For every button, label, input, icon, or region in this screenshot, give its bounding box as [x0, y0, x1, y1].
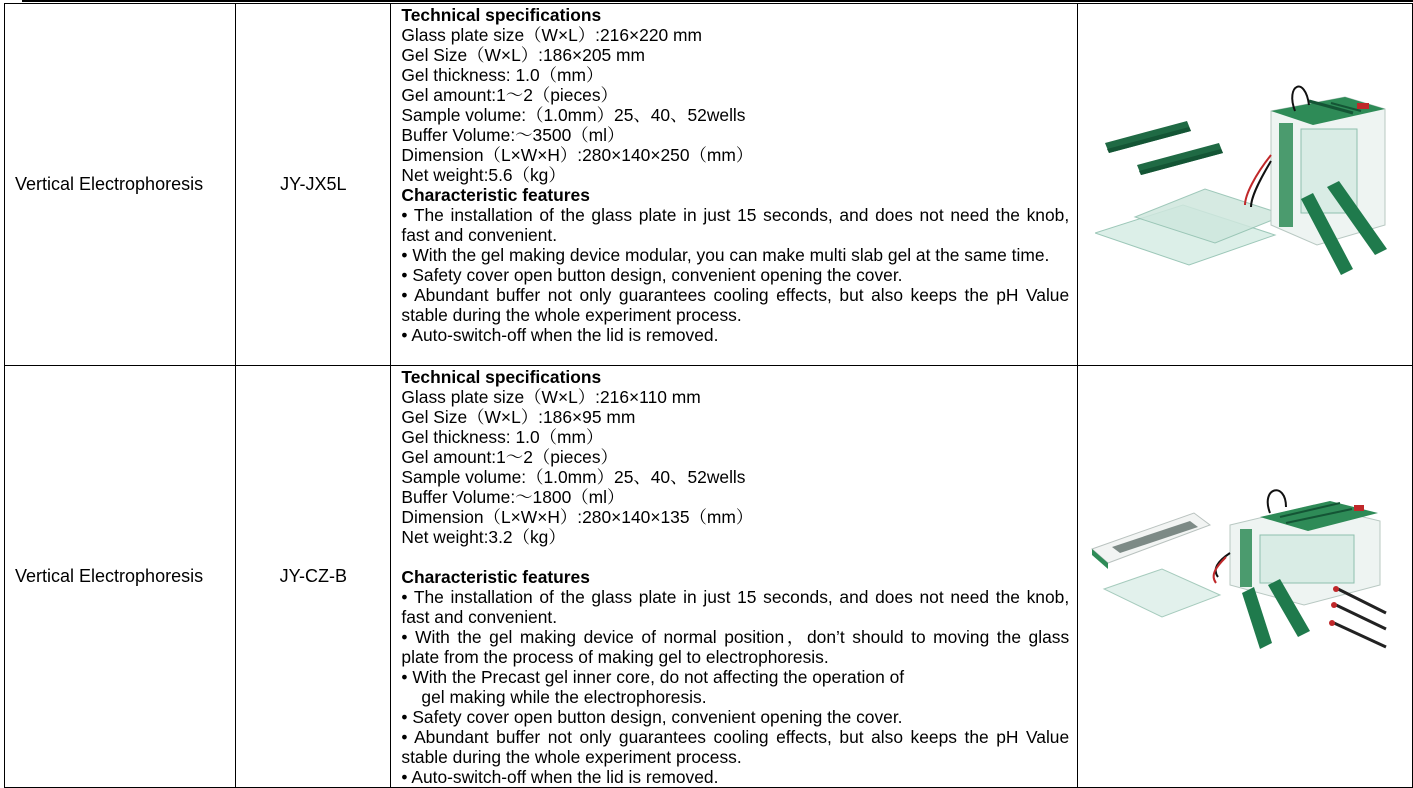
product-table — [4, 3, 1413, 788]
feature-item: • Abundant buffer not only guarantees cooling effects, but also keeps the pH Value stable during the whole experiment process. — [401, 727, 1070, 767]
spec-line: Gel thickness: 1.0（mm） — [401, 427, 604, 447]
feature-item-continuation: gel making while the electrophoresis. — [421, 687, 707, 707]
feature-item: • Safety cover open button design, convenient opening the cover. — [401, 265, 903, 285]
feature-item: • With the gel making device of normal position，don’t should to moving the glass plate from the process of making gel to electrophoresis. — [401, 627, 1070, 667]
feature-item: • With the gel making device modular, you can make multi slab gel at the same time. — [401, 245, 1050, 265]
spec-line: Gel Size（W×L）:186×205 mm — [401, 45, 645, 65]
spec-line: Buffer Volume:～1800（ml） — [401, 487, 625, 507]
feature-item: • Safety cover open button design, convenient opening the cover. — [401, 707, 903, 727]
feature-item: • Abundant buffer not only guarantees cooling effects, but also keeps the pH Value stable during the whole experiment process. — [401, 285, 1070, 325]
spec-line: Sample volume:（1.0mm）25、40、52wells — [401, 105, 746, 125]
glass-plate-icon — [1104, 569, 1220, 617]
spec-line: Dimension（L×W×H）:280×140×135（mm） — [401, 507, 754, 527]
top-rule — [22, 0, 1413, 2]
spec-line: Glass plate size（W×L）:216×220 mm — [401, 25, 703, 45]
glass-plate-icon — [1095, 189, 1285, 265]
table-row — [5, 366, 1413, 788]
electrophoresis-tank-image — [1095, 65, 1395, 305]
features-heading: Characteristic features — [401, 567, 590, 587]
spec-line: Buffer Volume:～3500（ml） — [401, 125, 625, 145]
product-name-cell: Vertical Electrophoresis — [5, 4, 236, 366]
spec-line: Net weight:5.6（kg） — [401, 165, 566, 185]
features-heading: Characteristic features — [401, 185, 590, 205]
spec-heading: Technical specifications — [401, 367, 602, 387]
spec-line: Gel amount:1～2（pieces） — [401, 85, 618, 105]
spacer — [401, 547, 1069, 567]
table-row — [5, 4, 1413, 366]
feature-item: • Auto-switch-off when the lid is removed. — [401, 325, 719, 345]
product-image-cell — [1078, 366, 1413, 788]
casting-tray-icon — [1092, 513, 1210, 569]
electrophoresis-tank-image — [1090, 477, 1400, 677]
feature-item: • The installation of the glass plate in just 15 seconds, and does not need the knob, fast and convenient. — [401, 205, 1070, 245]
feature-item: • The installation of the glass plate in just 15 seconds, and does not need the knob, fast and convenient. — [401, 587, 1070, 627]
product-description-cell — [391, 366, 1078, 788]
feature-item: • Auto-switch-off when the lid is removed. — [401, 767, 719, 787]
spec-line: Gel amount:1～2（pieces） — [401, 447, 618, 467]
spec-heading: Technical specifications — [401, 5, 602, 25]
product-model-cell: JY-CZ-B — [236, 366, 391, 788]
spec-line: Gel Size（W×L）:186×95 mm — [401, 407, 636, 427]
spec-line: Glass plate size（W×L）:216×110 mm — [401, 387, 701, 407]
tank-icon — [1214, 490, 1380, 605]
spec-line: Sample volume:（1.0mm）25、40、52wells — [401, 467, 746, 487]
product-name-cell: Vertical Electrophoresis — [5, 366, 236, 788]
comb-bar-icon — [1105, 121, 1223, 175]
feature-item: • With the Precast gel inner core, do not affecting the operation of — [401, 667, 905, 687]
product-description-cell — [391, 4, 1078, 366]
product-image-cell — [1078, 4, 1413, 366]
product-model-cell: JY-JX5L — [236, 4, 391, 366]
spec-line: Net weight:3.2（kg） — [401, 527, 566, 547]
spec-line: Dimension（L×W×H）:280×140×250（mm） — [401, 145, 754, 165]
spec-line: Gel thickness: 1.0（mm） — [401, 65, 604, 85]
